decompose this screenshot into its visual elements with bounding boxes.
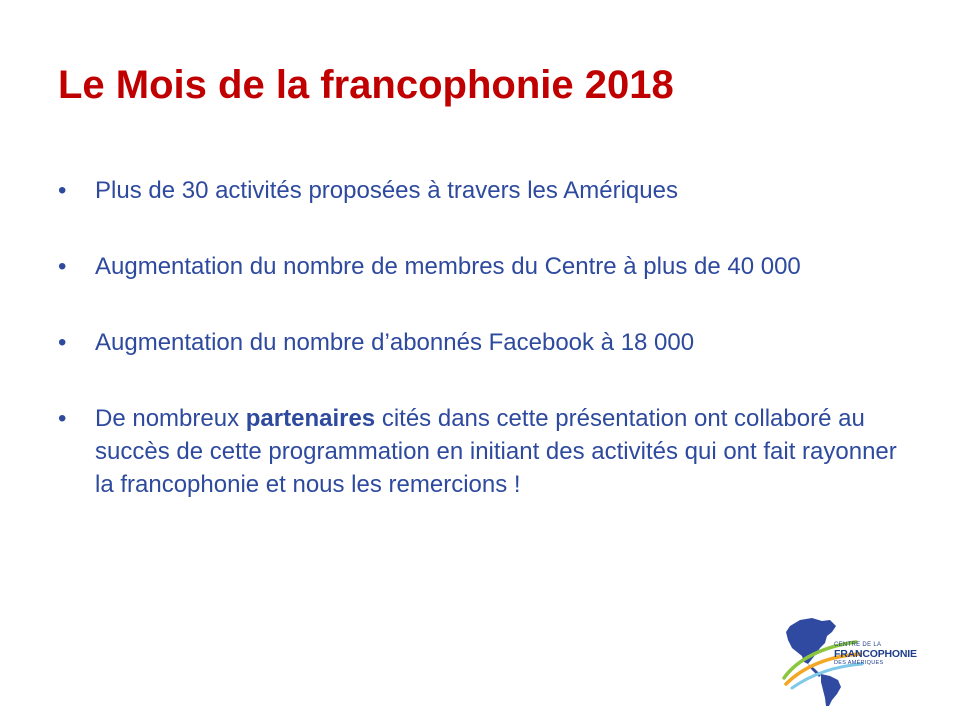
bullet-text-before: De nombreux [95, 405, 246, 432]
bullet-text: Plus de 30 activités proposées à travers les Amériques [95, 177, 678, 204]
bullet-item-facebook [58, 326, 918, 359]
logo-wordmark [834, 642, 917, 666]
centre-francophonie-logo [778, 612, 918, 708]
bullet-dot: • [58, 405, 67, 432]
bullet-item-activities [58, 174, 918, 207]
bullet-text-after: cités dans cette présentation ont collaboré au succès de cette programmation en initiant des activités qui ont fait rayonner la francophonie et nous les remercions ! [95, 405, 897, 498]
slide-title: Le Mois de la francophonie 2018 [58, 63, 674, 107]
logo-line-3: DES AMÉRIQUES [834, 659, 884, 666]
bullet-text: Augmentation du nombre d’abonnés Facebook à 18 000 [95, 329, 695, 356]
logo-line-1: CENTRE DE LA [834, 642, 882, 648]
bullet-item-partners [58, 402, 918, 501]
bullet-item-members [58, 250, 918, 283]
bullet-dot: • [58, 253, 67, 280]
bullet-text: Augmentation du nombre de membres du Centre à plus de 40 000 [95, 253, 801, 280]
south-america-shape [821, 674, 841, 706]
bullet-dot: • [58, 329, 67, 356]
bullet-dot: • [58, 177, 67, 204]
logo-line-2: FRANCOPHONIE [834, 648, 917, 660]
bullet-list [58, 174, 918, 501]
bullet-text-emphasis: partenaires [245, 405, 376, 432]
